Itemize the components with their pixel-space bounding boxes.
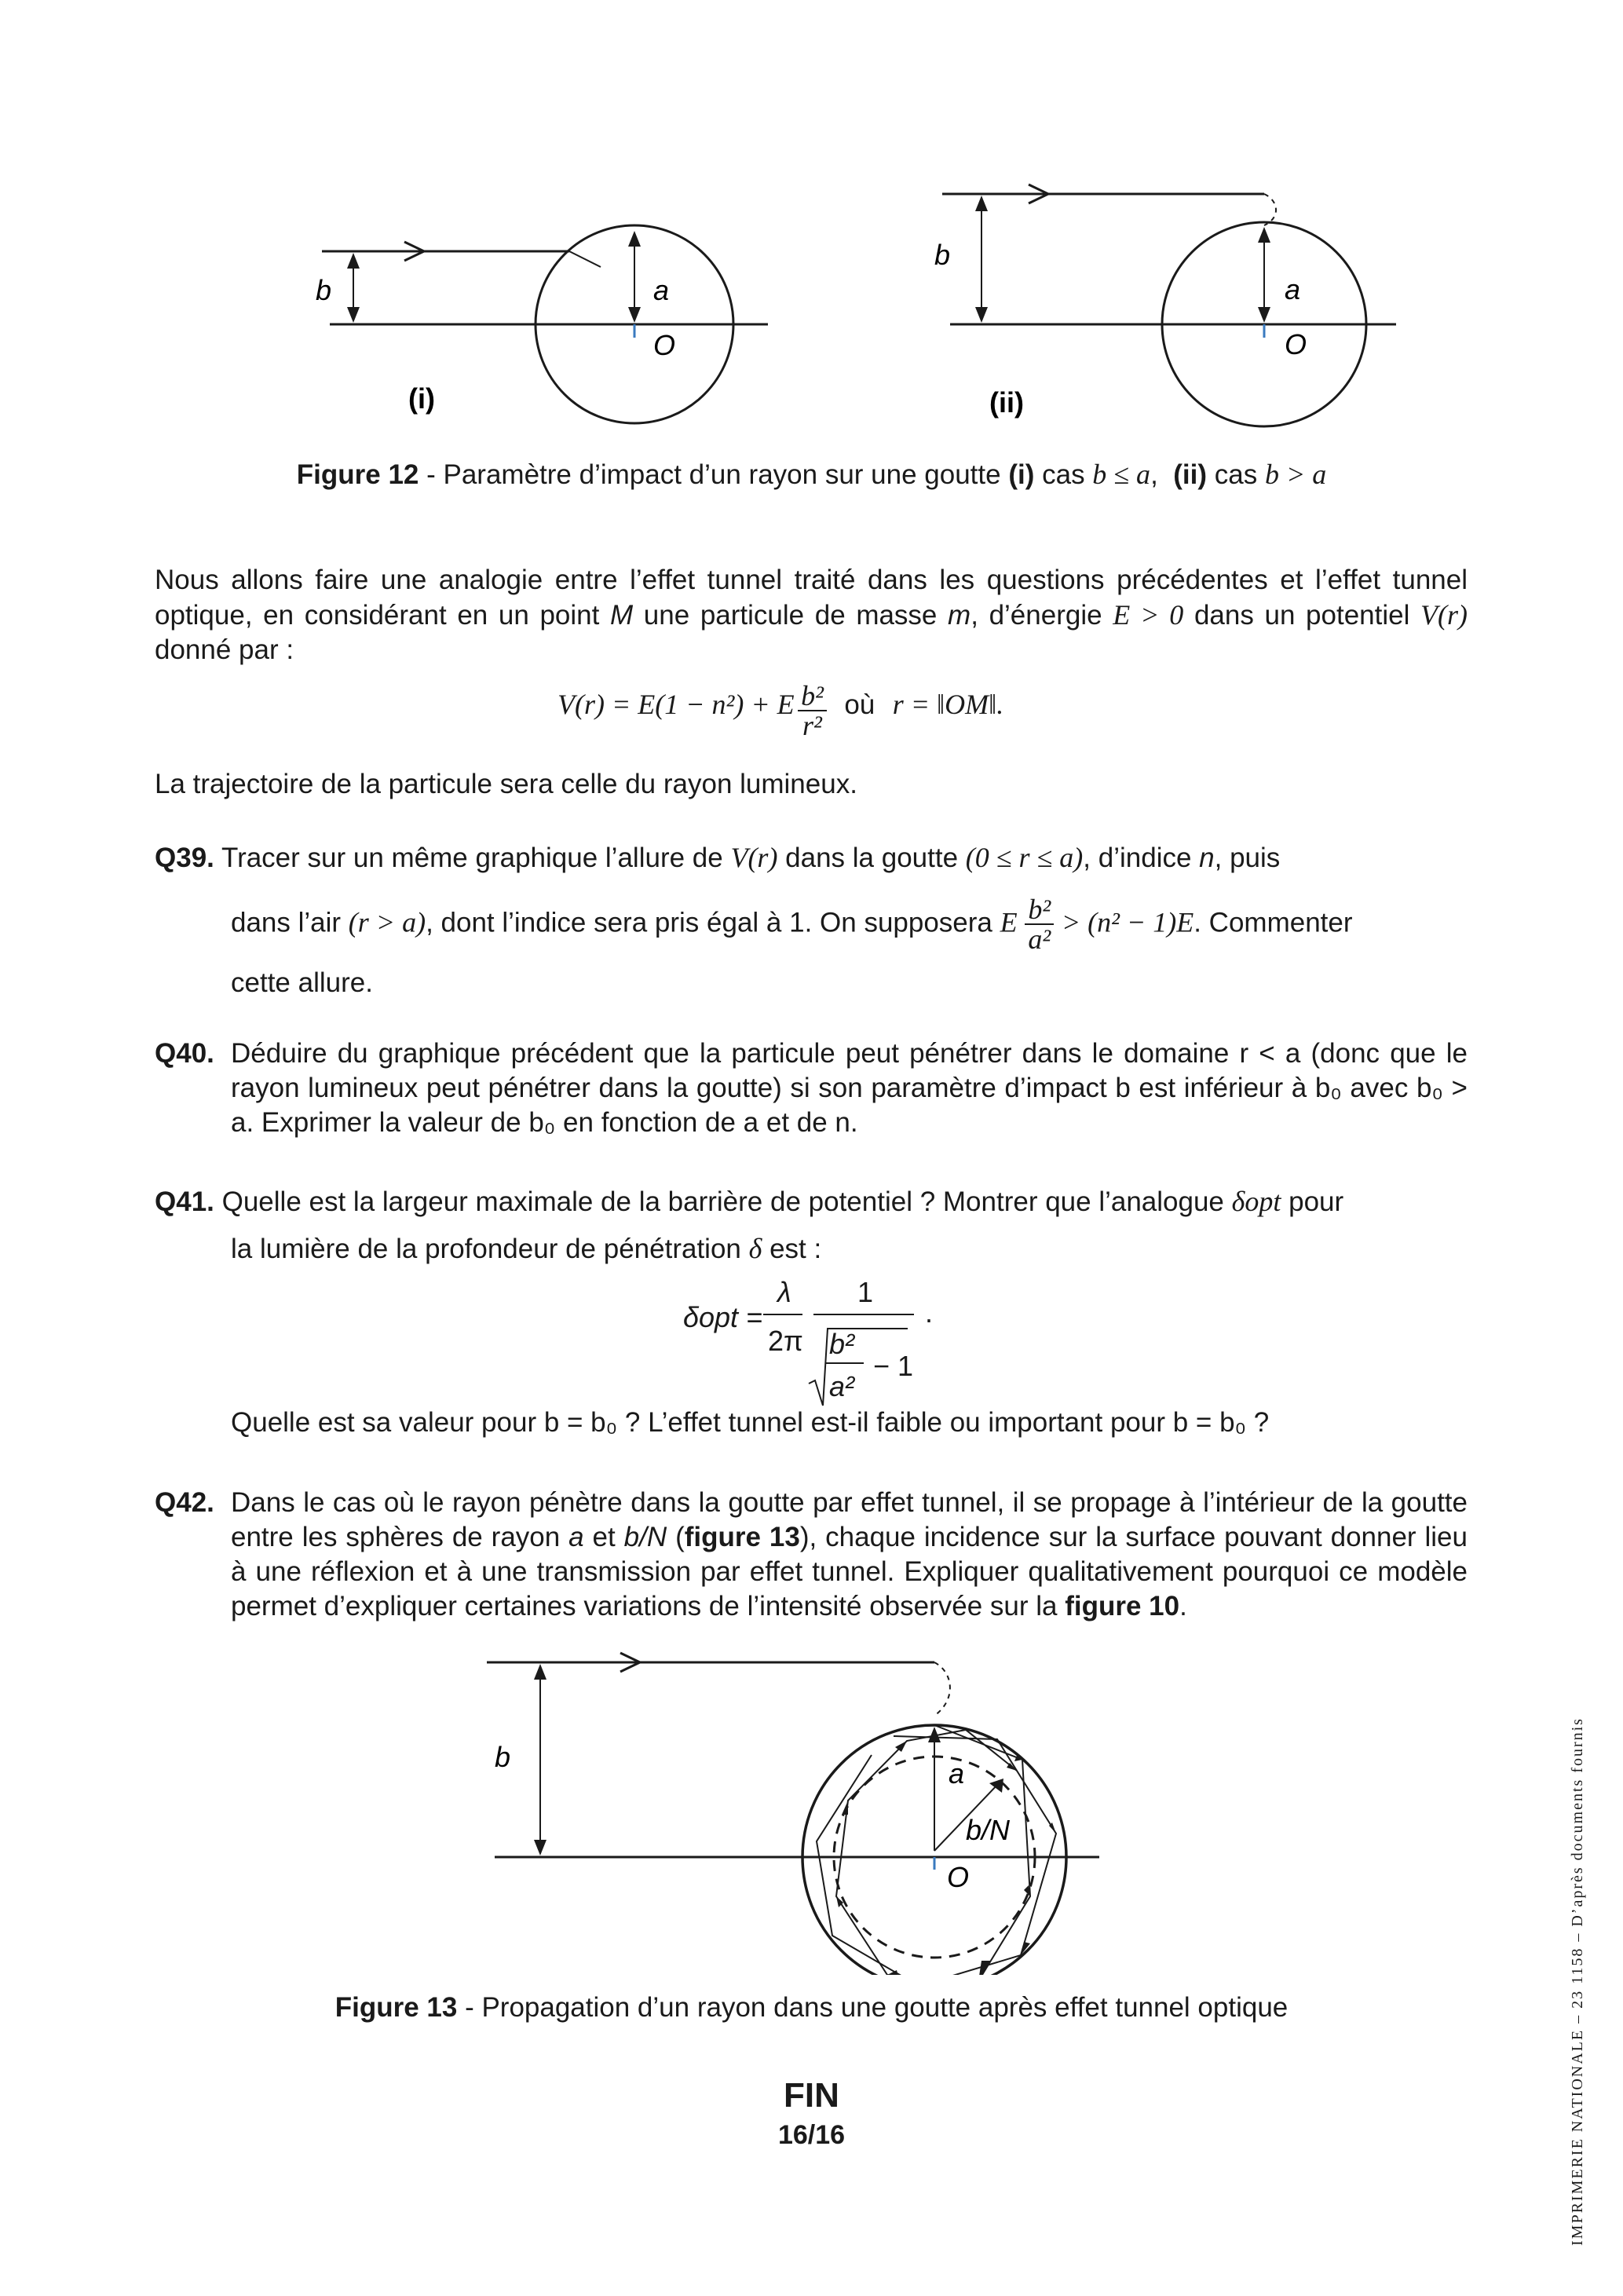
label-bN: b/N [966,1814,1011,1846]
eq-one: 1 [857,1276,874,1308]
fin-label: FIN [784,2076,839,2115]
figure-12-i [298,220,785,440]
b-arrow-up-icon [975,196,988,211]
label-b: b [934,239,951,271]
tunnel-dashed [1264,194,1276,225]
a-arrow-up-icon [628,231,641,247]
a-arrow-down-icon [1258,307,1270,323]
figure-12-ii [927,177,1413,444]
a-arrow-down-icon [628,307,641,323]
equation-fraction: $\frac{\text{b²}}{\text{r²}}$ [798,682,827,740]
a-arrow-up-icon [1258,227,1270,243]
b-arrow-down-icon [347,307,360,323]
label-o: O [1285,328,1307,360]
eq-lambda: λ [777,1276,791,1308]
label-o: O [653,329,676,361]
b-arrow-up-icon [347,253,360,269]
figure-13-caption: Figure 13 - Propagation d’un rayon dans une goutte après effet tunnel optique [334,1992,1289,2023]
eq-minus1: − 1 [873,1350,914,1382]
eq-2pi: 2π [768,1325,803,1357]
question-41-line3: Quelle est sa valeur pour b = b₀ ? L’effet tunnel est-il faible ou important pour b = b₀ ? [231,1407,1270,1438]
label-ii: (ii) [989,386,1024,419]
eq-dot: . [925,1296,934,1329]
b-arrow-down-icon [975,307,988,323]
figure-13 [479,1637,1123,1975]
question-42: Q42. Dans le cas où le rayon pénètre dans la goutte par effet tunnel, il se propage à l’intérieur de la goutte entre les sphères de rayon a et b/N (figure 13), chaque incidence sur la surface pouvant donner lieu à une réflexion et à une transmission par effet tunnel. Expliquer qualitativement pourquoi ce modèle permet d’expliquer certaines variations de l’intensité observée sur la figure 10. [155,1487,1468,1621]
question-39: Q39. Tracer sur un même graphique l’allure de V(r) dans la goutte (0 ≤ r ≤ a), d’indice n, puis [155,842,1281,873]
label-i: (i) [408,382,435,415]
question-39-line3: cette allure. [231,967,373,998]
page-number: 16/16 [777,2120,846,2150]
eq-a2: a² [829,1370,855,1402]
eq-b2: b² [829,1328,855,1360]
ray-path-2 [817,1736,1056,1975]
question-40: Q40. Déduire du graphique précédent que la particule peut pénétrer dans le domaine r < a (donc que le rayon lumineux peut pénétrer dans la goutte) si son paramètre d’impact b est inférieur à b₀ avec b₀ > a. Exprimer la valeur de b₀ en fonction de a et de n. [155,1038,1468,1138]
ray-path [836,1725,1030,1975]
b-arrow-down-icon [534,1840,546,1855]
tunnel-dashed [934,1662,950,1716]
label-b: b [316,274,332,306]
figure-12-caption: Figure 12 - Paramètre d’impact d’un rayon sur une goutte (i) cas b ≤ a, (ii) cas b > a [296,459,1327,490]
side-imprint: IMPRIMERIE NATIONALE – 23 1158 – D’après documents fournis [1569,1717,1586,2246]
question-41: Q41. Quelle est la largeur maximale de la barrière de potentiel ? Montrer que l’analogue δopt pour [155,1186,1344,1217]
question-39-line2: dans l’air (r > a), dont l’indice sera pris égal à 1. On supposera E $\frac{\text{b²}}{\text{a²}}$ > (n² − 1)E. Commenter [231,894,1353,955]
label-a: a [653,274,670,306]
label-b: b [495,1741,511,1773]
intro-paragraph: Nous allons faire une analogie entre l’effet tunnel traité dans les questions précédentes et l’effet tunnel optique, en considérant en un point M une particule de masse m, d’énergie E > 0 dans un potentiel V(r) donné par : [155,565,1468,665]
label-a: a [1285,273,1301,305]
q39-fraction: $\frac{\text{b²}}{\text{a²}}$ [1025,895,1054,953]
potential-equation: V(r) = E(1 − n²) + E $\frac{\text{b²}}{\text{r²}}$ où r = ‖OM‖. [557,680,1004,741]
b-arrow-up-icon [534,1664,546,1680]
delta-opt-equation [675,1266,958,1415]
label-a: a [949,1757,965,1790]
label-o: O [947,1861,970,1893]
ray-refraction [569,251,601,267]
question-41-line2: la lumière de la profondeur de pénétration δ est : [231,1233,822,1264]
trajectory-sentence: La trajectoire de la particule sera celle du rayon lumineux. [155,769,857,799]
eq-lhs: δopt = [683,1301,763,1333]
